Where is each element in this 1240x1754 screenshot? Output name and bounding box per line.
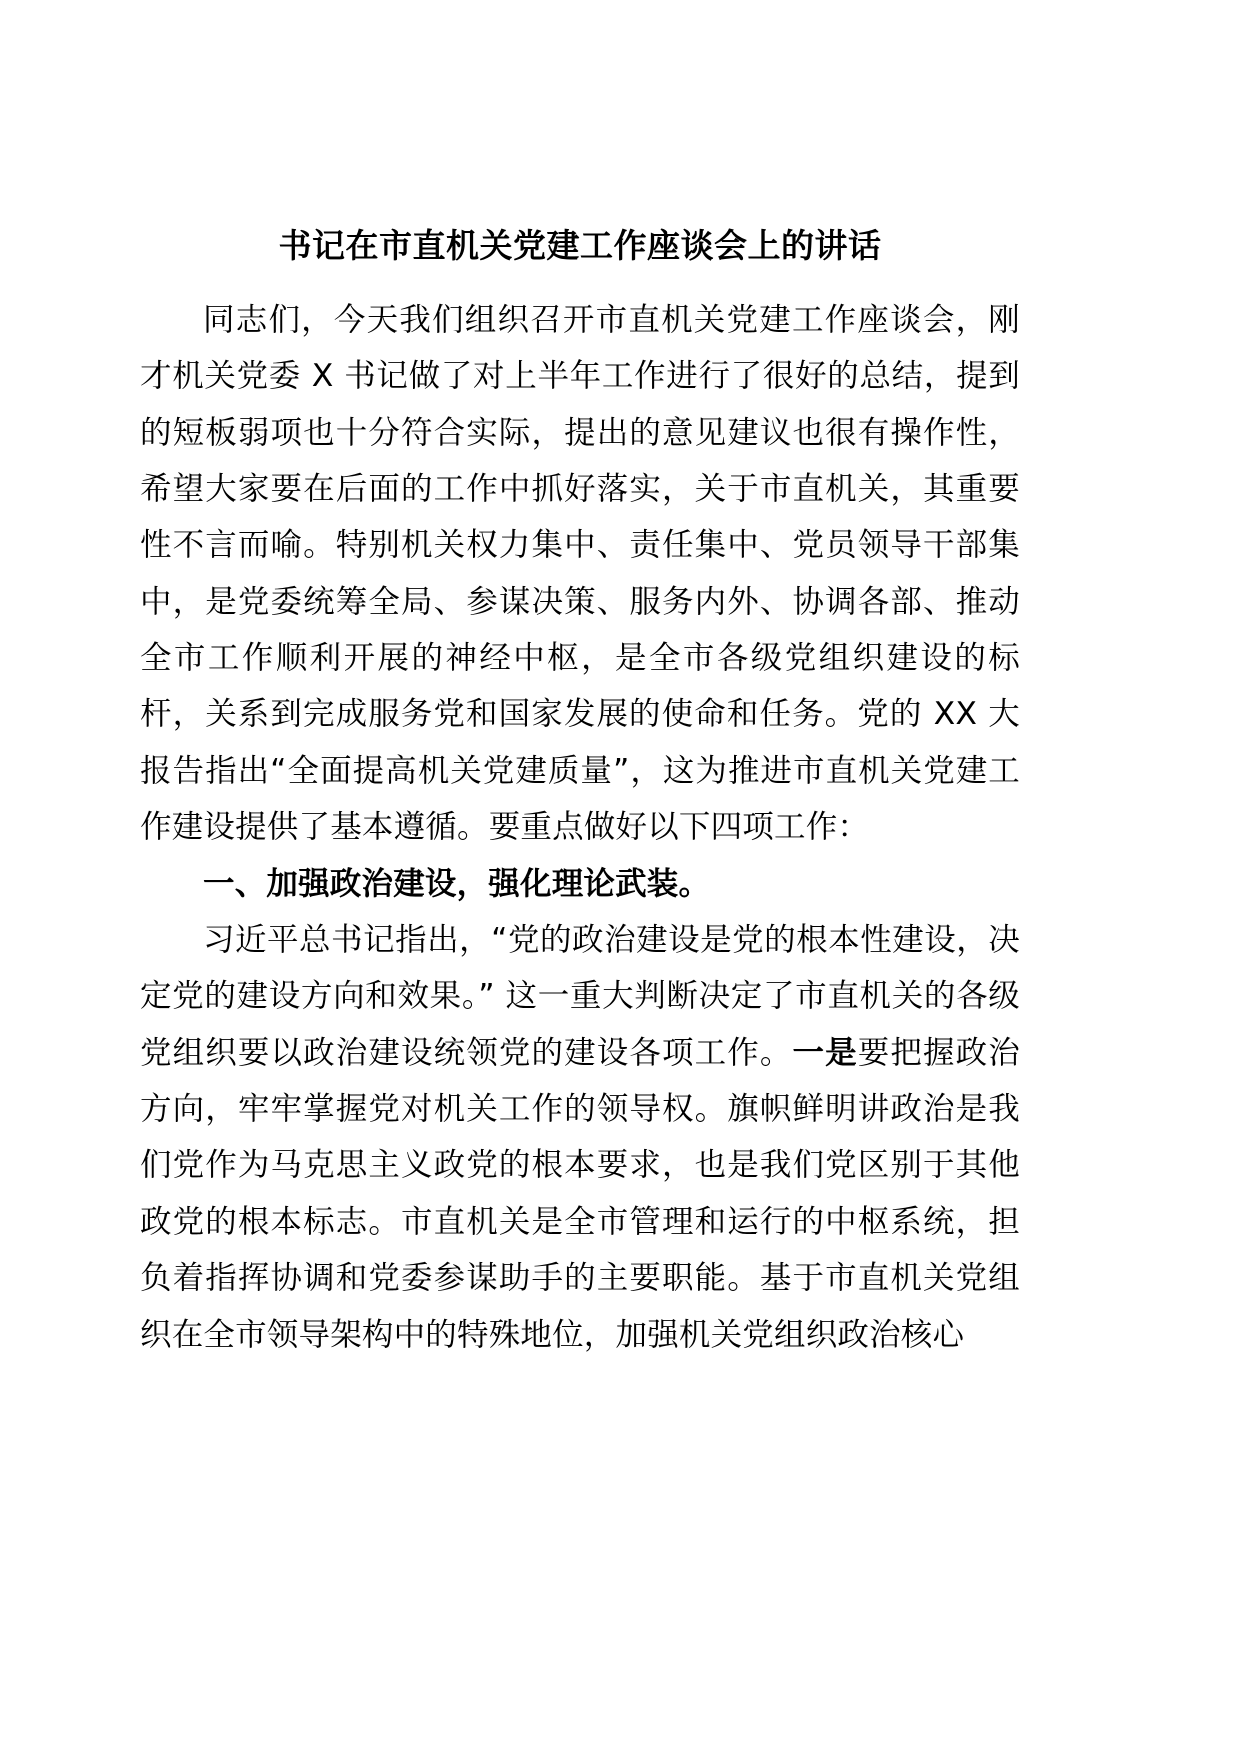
body-text: 习近平总书记指出，“党的政治建设是党的根本性建设，决定党的建设方向和效果。” 这一重大判断决定了市直机关的各级党组织要以政治建设统领党的建设各项工作。	[140, 921, 1020, 1071]
section-heading-one: 一、加强政治建设，强化理论武装。	[203, 865, 711, 902]
document-body	[140, 222, 1020, 1363]
paragraph-intro: 同志们，今天我们组织召开市直机关党建工作座谈会，刚才机关党委 X 书记做了对上半年工作进行了很好的总结，提到的短板弱项也十分符合实际，提出的意见建议也很有操作性，希望大家要在后面的工作中抓好落实，关于市直机关，其重要性不言而喻。特别机关权力集中、责任集中、党员领导干部集中，是党委统筹全局、参谋决策、服务内外、协调各部、推动全市工作顺利开展的神经中枢，是全市各级党组织建设的标杆，关系到完成服务党和国家发展的使命和任务。党的 XX 大报告指出“全面提高机关党建质量”，这为推进市直机关党建工作建设提供了基本遵循。要重点做好以下四项工作：	[140, 301, 1020, 846]
emphasized-text: 一是	[792, 1034, 858, 1071]
page-title: 书记在市直机关党建工作座谈会上的讲话	[278, 226, 882, 265]
paragraph-section-one	[140, 912, 1020, 1363]
body-text: 要把握政治方向，牢牢掌握党对机关工作的领导权。旗帜鲜明讲政治是我们党作为马克思主义政党的根本要求，也是我们党区别于其他政党的根本标志。市直机关是全市管理和运行的中枢系统，担负着指挥协调和党委参谋助手的主要职能。基于市直机关党组织在全市领导架构中的特殊地位，加强机关党组织政治核心	[140, 1034, 1020, 1353]
